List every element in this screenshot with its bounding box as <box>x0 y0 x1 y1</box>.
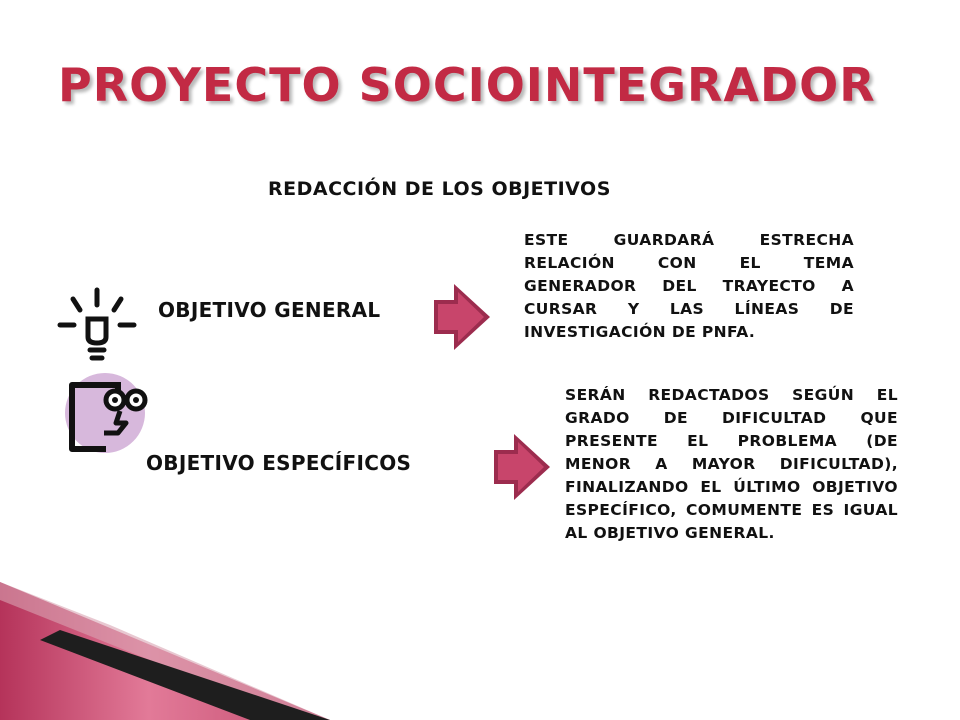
objective-general-description: ESTE GUARDARÁ ESTRECHA RELACIÓN CON EL TEMA GENERADOR DEL TRAYECTO A CURSAR Y LAS LÍNEAS DE INVESTIGACIÓN DE PNFA. <box>524 231 854 341</box>
idea-person-icon <box>52 285 162 460</box>
objective-specific-description: SERÁN REDACTADOS SEGÚN EL GRADO DE DIFICULTAD QUE PRESENTE EL PROBLEMA (DE MENOR A MAYOR DIFICULTAD), FINALIZANDO EL ÚLTIMO OBJETIVO ESPECÍFICO, COMUMENTE ES IGUAL AL OBJETIVO GENERAL. <box>565 386 898 542</box>
arrow-right-icon <box>432 282 492 352</box>
objective-specific-label: OBJETIVO ESPECÍFICOS <box>146 451 412 475</box>
slide-title: PROYECTO SOCIOINTEGRADOR <box>58 58 876 112</box>
arrow-right-icon <box>492 432 552 502</box>
objective-general-label: OBJETIVO GENERAL <box>158 298 381 322</box>
corner-decoration <box>0 570 330 720</box>
slide-subtitle: REDACCIÓN DE LOS OBJETIVOS <box>268 178 611 200</box>
